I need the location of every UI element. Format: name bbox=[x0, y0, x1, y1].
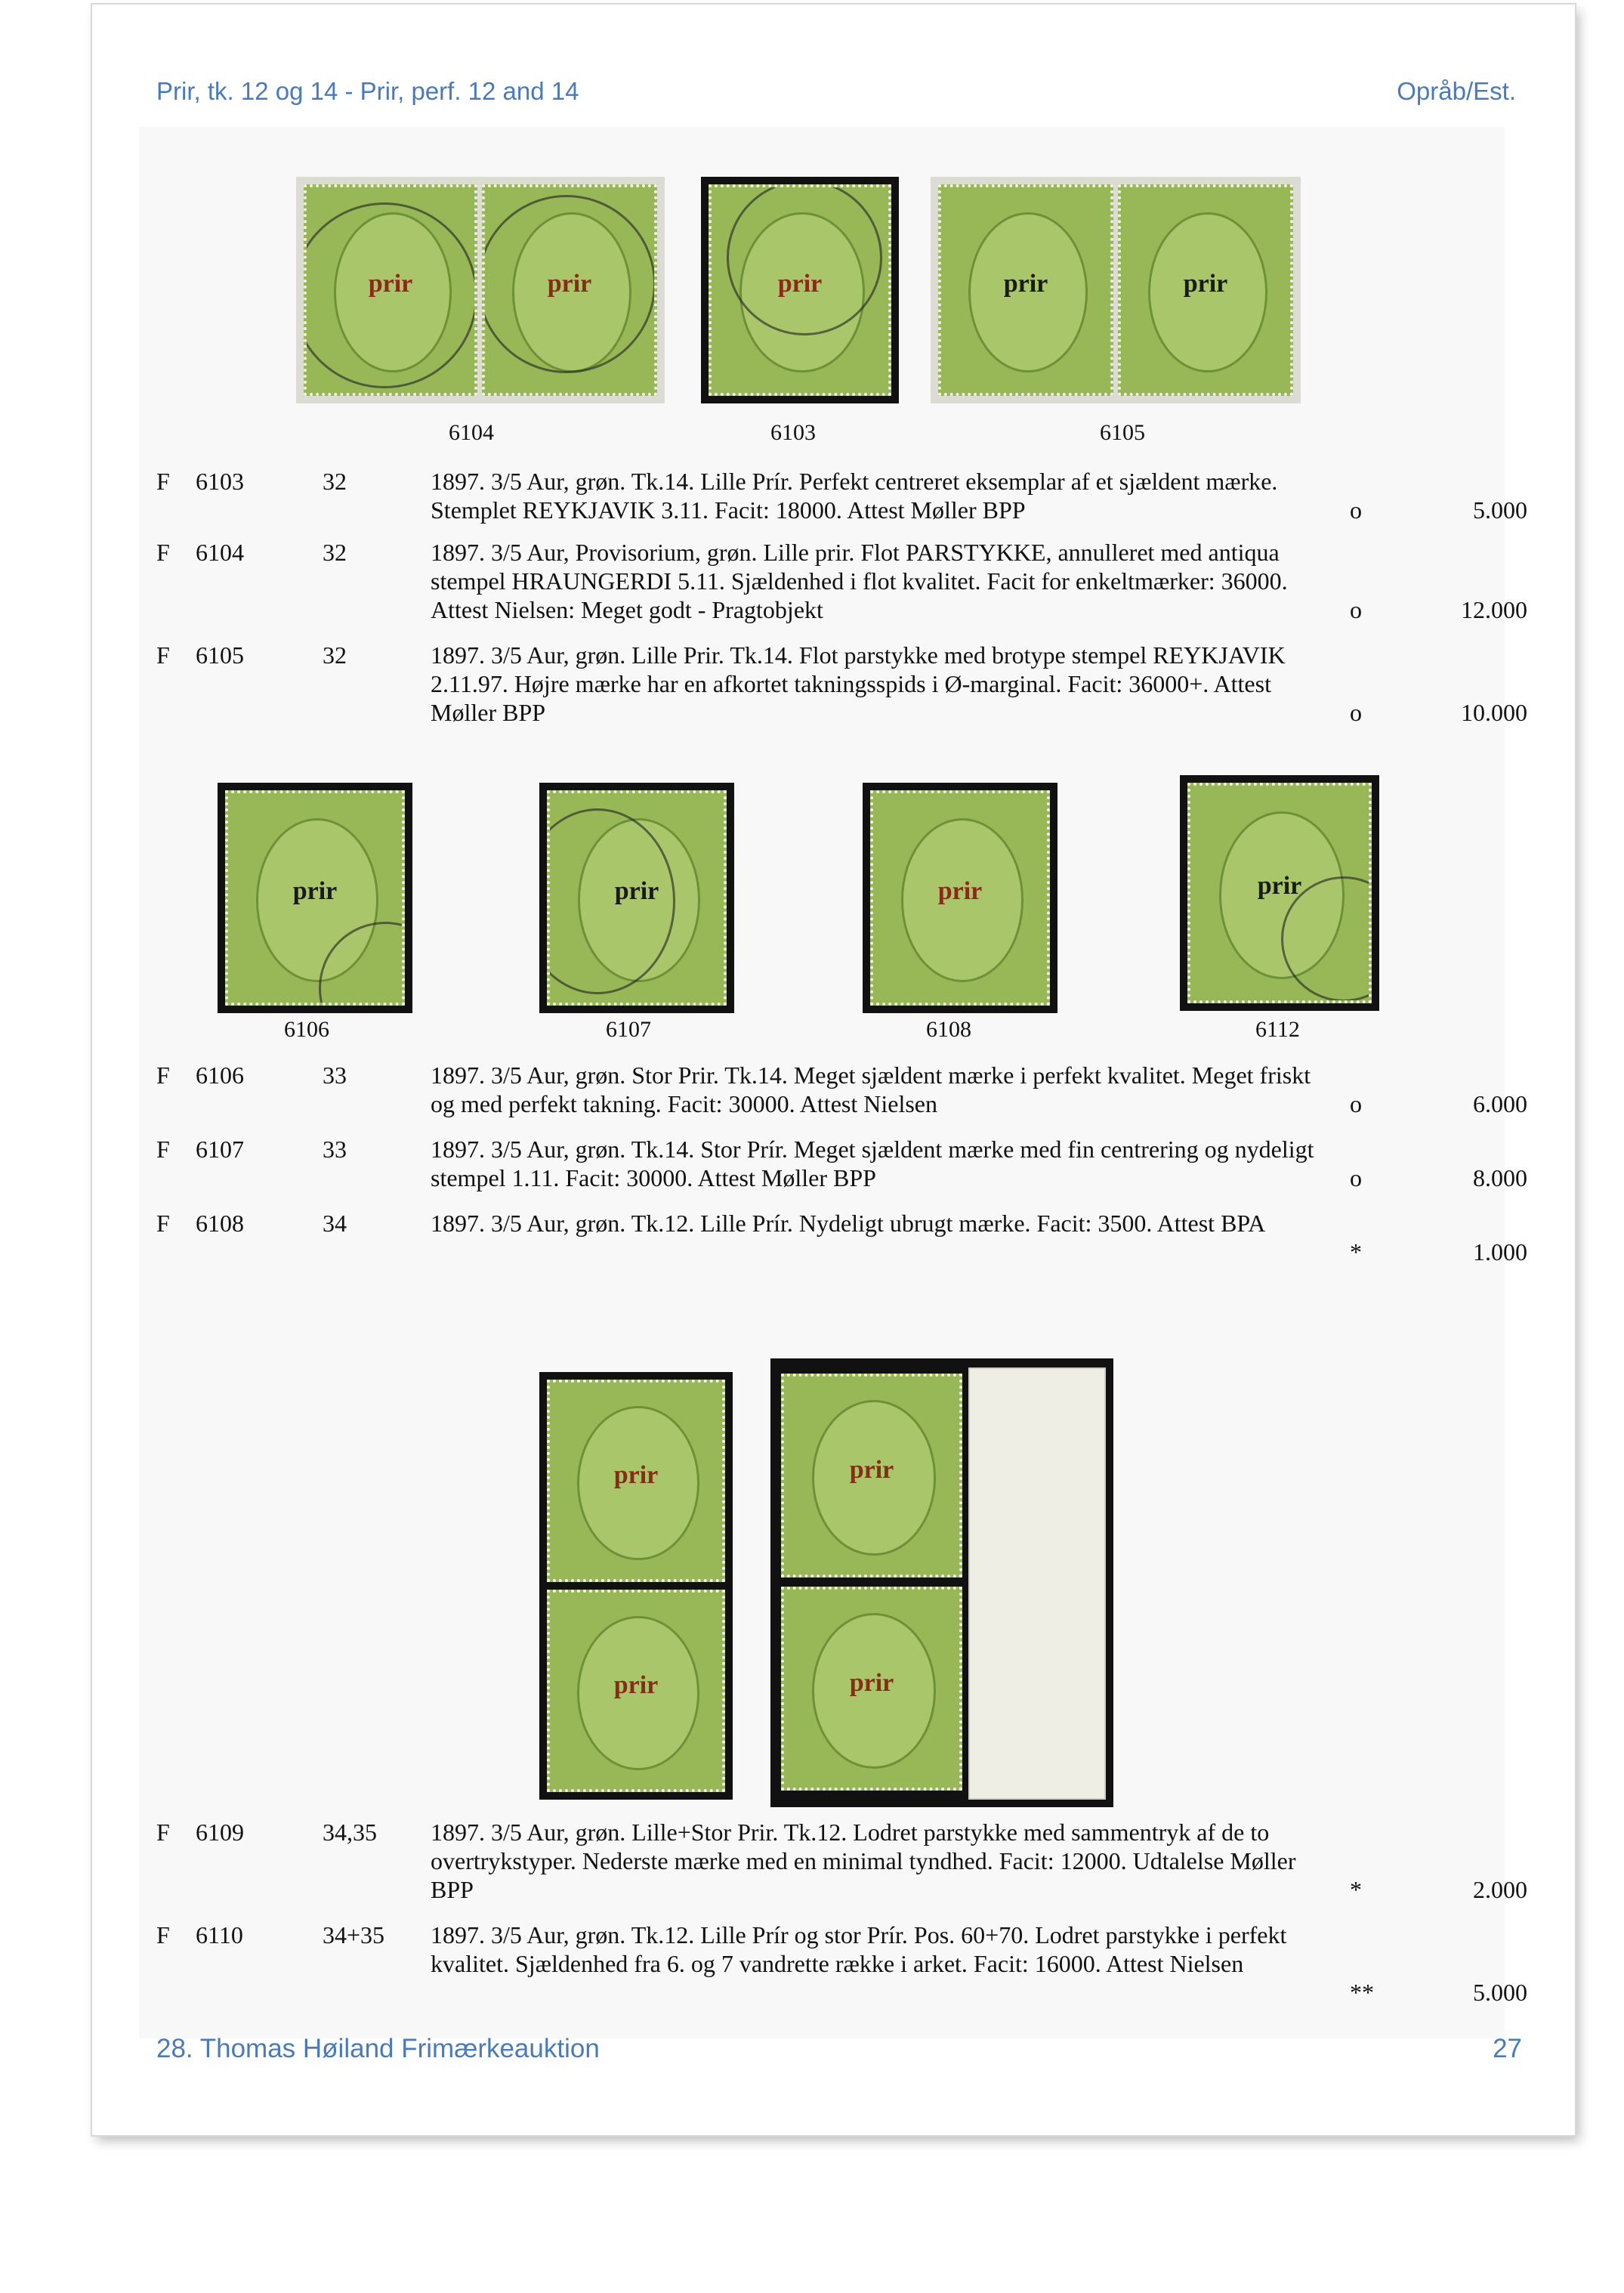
stamp-image-6109[interactable]: prir prir bbox=[539, 1372, 733, 1800]
sheet-margin bbox=[968, 1367, 1106, 1800]
image-label: 6108 bbox=[926, 1017, 971, 1042]
lot-row-6108[interactable]: F 6108 34 1897. 3/5 Aur, grøn. Tk.12. Lille Prír. Nydeligt ubrugt mærke. Facit: 3500. Attest BPA * 1.000 bbox=[156, 1210, 1527, 1265]
image-label: 6103 bbox=[770, 420, 816, 445]
lot-row-6103[interactable]: F 6103 32 1897. 3/5 Aur, grøn. Tk.14. Lille Prír. Perfekt centreret eksemplar af et sjældent mærke. Stemplet REYKJAVIK 3.11. Facit: 18000. Attest Møller BPP o 5.000 bbox=[156, 468, 1527, 524]
stamp-image-6107[interactable]: prir bbox=[539, 783, 734, 1013]
page-number: 27 bbox=[1493, 2034, 1522, 2063]
page-header-title: Prir, tk. 12 og 14 - Prir, perf. 12 and 14 bbox=[156, 77, 579, 105]
lot-row-6110[interactable]: F 6110 34+35 1897. 3/5 Aur, grøn. Tk.12. Lille Prír og stor Prír. Pos. 60+70. Lodret parstykke i perfekt kvalitet. Sjældenhed fra 6. og 7 vandrette række i arket. Facit: 16000. Attest Nielsen ** 5.000 bbox=[156, 1921, 1527, 2006]
lot-row-6104[interactable]: F 6104 32 1897. 3/5 Aur, Provisorium, grøn. Lille prir. Flot PARSTYKKE, annulleret med antiqua stempel HRAUNGERDI 5.11. Sjældenhed i flot kvalitet. Facit for enkeltmærker: 36000. Attest Nielsen: Meget godt - Pragtobjekt o 12.000 bbox=[156, 539, 1527, 623]
stamp-image-6106[interactable]: prir bbox=[218, 783, 412, 1013]
page-header-estimate: Opråb/Est. bbox=[1397, 77, 1516, 105]
stamp-image-6112[interactable]: prir bbox=[1180, 775, 1379, 1011]
catalogue-page bbox=[92, 5, 1575, 2135]
stamp-image-6103[interactable]: prir bbox=[701, 177, 899, 403]
image-label: 6106 bbox=[284, 1017, 329, 1042]
stamp-image-6105[interactable]: prir prir bbox=[931, 177, 1301, 403]
stamp-image-6108[interactable]: prir bbox=[863, 783, 1057, 1013]
lot-row-6107[interactable]: F 6107 33 1897. 3/5 Aur, grøn. Tk.14. Stor Prír. Meget sjældent mærke med fin centrering og nydeligt stempel 1.11. Facit: 30000. Attest Møller BPP o 8.000 bbox=[156, 1136, 1527, 1191]
image-label: 6112 bbox=[1255, 1017, 1300, 1042]
image-label: 6107 bbox=[606, 1017, 651, 1042]
lot-row-6105[interactable]: F 6105 32 1897. 3/5 Aur, grøn. Lille Prir. Tk.14. Flot parstykke med brotype stempel REYKJAVIK 2.11.97. Højre mærke har en afkortet takningsspids i Ø-marginal. Facit: 36000+. Attest Møller BPP o 10.000 bbox=[156, 641, 1527, 726]
image-label: 6105 bbox=[1100, 420, 1145, 445]
image-label: 6104 bbox=[449, 420, 494, 445]
lot-row-6106[interactable]: F 6106 33 1897. 3/5 Aur, grøn. Stor Prir. Tk.14. Meget sjældent mærke i perfekt kvalitet. Meget friskt og med perfekt takning. Facit: 30000. Attest Nielsen o 6.000 bbox=[156, 1062, 1527, 1117]
stamp-image-6104[interactable]: prir prir bbox=[296, 177, 665, 403]
stamp-image-6110[interactable]: prir prir bbox=[770, 1358, 1113, 1807]
lot-row-6109[interactable]: F 6109 34,35 1897. 3/5 Aur, grøn. Lille+Stor Prir. Tk.12. Lodret parstykke med sammentryk af de to overtrykstyper. Nederste mærke med en minimal tyndhed. Facit: 12000. Udtalelse Møller BPP * 2.000 bbox=[156, 1819, 1527, 1903]
page-footer-auction: 28. Thomas Høiland Frimærkeauktion bbox=[156, 2034, 600, 2063]
